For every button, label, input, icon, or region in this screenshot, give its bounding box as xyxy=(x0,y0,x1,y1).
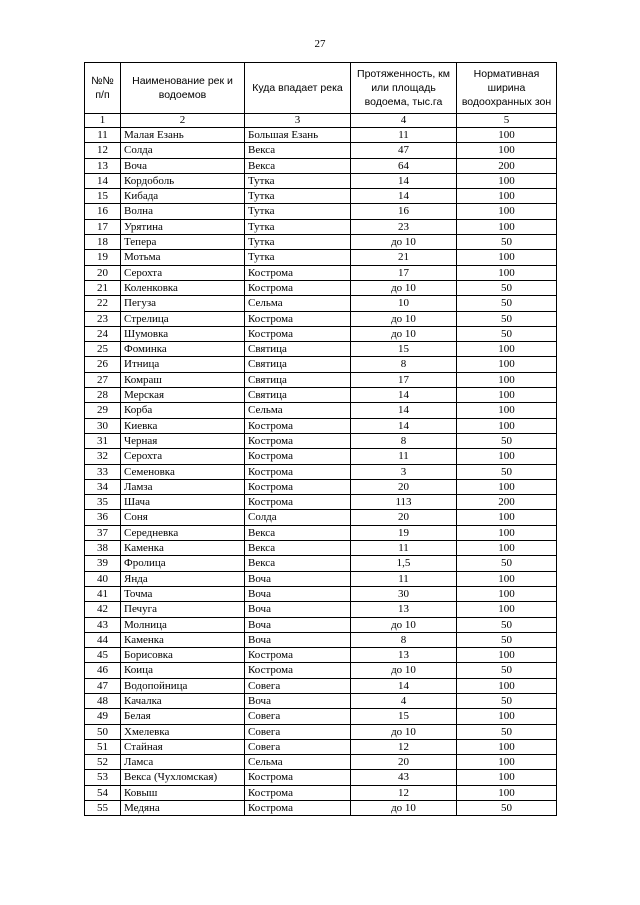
length-area: 8 xyxy=(351,632,457,647)
protection-width: 50 xyxy=(457,296,557,311)
protection-width: 100 xyxy=(457,189,557,204)
row-number: 44 xyxy=(85,632,121,647)
column-number: 1 xyxy=(85,114,121,128)
protection-width: 100 xyxy=(457,449,557,464)
river-name: Белая xyxy=(121,709,245,724)
flows-into: Кострома xyxy=(245,280,351,295)
flows-into: Кострома xyxy=(245,495,351,510)
flows-into: Святица xyxy=(245,372,351,387)
table-row xyxy=(85,250,557,265)
flows-into: Воча xyxy=(245,571,351,586)
river-name: Ламса xyxy=(121,755,245,770)
length-area: 12 xyxy=(351,785,457,800)
table-row xyxy=(85,785,557,800)
length-area: 15 xyxy=(351,709,457,724)
table-row xyxy=(85,510,557,525)
river-name: Молница xyxy=(121,617,245,632)
table-row xyxy=(85,525,557,540)
row-number: 50 xyxy=(85,724,121,739)
river-name: Комраш xyxy=(121,372,245,387)
river-name: Точма xyxy=(121,586,245,601)
protection-width: 50 xyxy=(457,433,557,448)
length-area: 17 xyxy=(351,372,457,387)
river-name: Векса (Чухломская) xyxy=(121,770,245,785)
length-area: до 10 xyxy=(351,311,457,326)
protection-width: 200 xyxy=(457,158,557,173)
row-number: 13 xyxy=(85,158,121,173)
river-name: Мотьма xyxy=(121,250,245,265)
table-row xyxy=(85,495,557,510)
flows-into: Кострома xyxy=(245,770,351,785)
row-number: 35 xyxy=(85,495,121,510)
river-name: Малая Езань xyxy=(121,128,245,143)
flows-into: Совега xyxy=(245,709,351,724)
river-name: Шача xyxy=(121,495,245,510)
length-area: 43 xyxy=(351,770,457,785)
river-name: Семеновка xyxy=(121,464,245,479)
table-row xyxy=(85,189,557,204)
protection-width: 100 xyxy=(457,342,557,357)
row-number: 42 xyxy=(85,602,121,617)
length-area: до 10 xyxy=(351,801,457,816)
header-name: Наименование рек и водоемов xyxy=(121,63,245,114)
row-number: 17 xyxy=(85,219,121,234)
flows-into: Святица xyxy=(245,357,351,372)
flows-into: Кострома xyxy=(245,449,351,464)
flows-into: Кострома xyxy=(245,479,351,494)
flows-into: Большая Езань xyxy=(245,128,351,143)
flows-into: Святица xyxy=(245,342,351,357)
table-row xyxy=(85,755,557,770)
river-name: Солда xyxy=(121,143,245,158)
length-area: 14 xyxy=(351,678,457,693)
protection-width: 100 xyxy=(457,173,557,188)
river-name: Киевка xyxy=(121,418,245,433)
river-name: Ковыш xyxy=(121,785,245,800)
flows-into: Векса xyxy=(245,541,351,556)
table-row xyxy=(85,479,557,494)
column-number: 5 xyxy=(457,114,557,128)
header-width: Нормативная ширина водоохранных зон xyxy=(457,63,557,114)
table-row xyxy=(85,311,557,326)
length-area: 14 xyxy=(351,388,457,403)
table-header xyxy=(85,63,557,114)
protection-width: 50 xyxy=(457,326,557,341)
table-row xyxy=(85,602,557,617)
row-number: 25 xyxy=(85,342,121,357)
table-row xyxy=(85,128,557,143)
flows-into: Кострома xyxy=(245,265,351,280)
protection-width: 100 xyxy=(457,586,557,601)
protection-width: 50 xyxy=(457,632,557,647)
length-area: 19 xyxy=(351,525,457,540)
flows-into: Кострома xyxy=(245,648,351,663)
length-area: 64 xyxy=(351,158,457,173)
table-row xyxy=(85,556,557,571)
row-number: 40 xyxy=(85,571,121,586)
length-area: до 10 xyxy=(351,326,457,341)
row-number: 34 xyxy=(85,479,121,494)
river-name: Шумовка xyxy=(121,326,245,341)
protection-width: 100 xyxy=(457,357,557,372)
protection-width: 100 xyxy=(457,128,557,143)
protection-width: 100 xyxy=(457,739,557,754)
table-row xyxy=(85,372,557,387)
protection-width: 100 xyxy=(457,372,557,387)
row-number: 24 xyxy=(85,326,121,341)
header-flows-into: Куда впадает река xyxy=(245,63,351,114)
river-name: Медяна xyxy=(121,801,245,816)
protection-width: 100 xyxy=(457,709,557,724)
protection-width: 100 xyxy=(457,648,557,663)
river-name: Тепера xyxy=(121,235,245,250)
row-number: 21 xyxy=(85,280,121,295)
length-area: 13 xyxy=(351,648,457,663)
river-name: Волна xyxy=(121,204,245,219)
flows-into: Кострома xyxy=(245,663,351,678)
flows-into: Тутка xyxy=(245,204,351,219)
length-area: 113 xyxy=(351,495,457,510)
row-number: 46 xyxy=(85,663,121,678)
length-area: до 10 xyxy=(351,280,457,295)
protection-width: 100 xyxy=(457,541,557,556)
table-row xyxy=(85,678,557,693)
flows-into: Воча xyxy=(245,632,351,647)
row-number: 29 xyxy=(85,403,121,418)
row-number: 38 xyxy=(85,541,121,556)
table-row xyxy=(85,403,557,418)
river-name: Урятина xyxy=(121,219,245,234)
table-row xyxy=(85,541,557,556)
flows-into: Векса xyxy=(245,143,351,158)
river-name: Янда xyxy=(121,571,245,586)
river-name: Итница xyxy=(121,357,245,372)
row-number: 18 xyxy=(85,235,121,250)
flows-into: Воча xyxy=(245,617,351,632)
length-area: 11 xyxy=(351,541,457,556)
table-row xyxy=(85,143,557,158)
length-area: 14 xyxy=(351,418,457,433)
flows-into: Совега xyxy=(245,724,351,739)
river-name: Печуга xyxy=(121,602,245,617)
table-row xyxy=(85,770,557,785)
row-number: 54 xyxy=(85,785,121,800)
length-area: 30 xyxy=(351,586,457,601)
table-row xyxy=(85,449,557,464)
flows-into: Воча xyxy=(245,602,351,617)
flows-into: Совега xyxy=(245,678,351,693)
river-name: Качалка xyxy=(121,693,245,708)
length-area: 20 xyxy=(351,479,457,494)
table-row xyxy=(85,265,557,280)
protection-width: 100 xyxy=(457,418,557,433)
protection-width: 100 xyxy=(457,250,557,265)
row-number: 22 xyxy=(85,296,121,311)
flows-into: Кострома xyxy=(245,801,351,816)
row-number: 32 xyxy=(85,449,121,464)
row-number: 37 xyxy=(85,525,121,540)
header-row xyxy=(85,63,557,114)
table-row xyxy=(85,296,557,311)
table-row xyxy=(85,724,557,739)
protection-width: 200 xyxy=(457,495,557,510)
table-row xyxy=(85,173,557,188)
length-area: 8 xyxy=(351,433,457,448)
length-area: 3 xyxy=(351,464,457,479)
table-row xyxy=(85,663,557,678)
flows-into: Кострома xyxy=(245,433,351,448)
rivers-table xyxy=(84,62,557,816)
protection-width: 100 xyxy=(457,755,557,770)
row-number: 47 xyxy=(85,678,121,693)
row-number: 53 xyxy=(85,770,121,785)
flows-into: Тутка xyxy=(245,173,351,188)
table-row xyxy=(85,342,557,357)
length-area: 23 xyxy=(351,219,457,234)
row-number: 30 xyxy=(85,418,121,433)
flows-into: Тутка xyxy=(245,235,351,250)
row-number: 31 xyxy=(85,433,121,448)
row-number: 11 xyxy=(85,128,121,143)
protection-width: 50 xyxy=(457,311,557,326)
table-row xyxy=(85,204,557,219)
flows-into: Воча xyxy=(245,586,351,601)
row-number: 48 xyxy=(85,693,121,708)
length-area: 20 xyxy=(351,510,457,525)
protection-width: 100 xyxy=(457,571,557,586)
table-row xyxy=(85,571,557,586)
row-number: 27 xyxy=(85,372,121,387)
table-row xyxy=(85,586,557,601)
length-area: 4 xyxy=(351,693,457,708)
protection-width: 50 xyxy=(457,556,557,571)
length-area: до 10 xyxy=(351,617,457,632)
river-name: Кордоболь xyxy=(121,173,245,188)
column-number: 2 xyxy=(121,114,245,128)
table-row xyxy=(85,617,557,632)
row-number: 26 xyxy=(85,357,121,372)
table-row xyxy=(85,464,557,479)
table-row xyxy=(85,648,557,663)
protection-width: 100 xyxy=(457,204,557,219)
protection-width: 50 xyxy=(457,724,557,739)
flows-into: Векса xyxy=(245,158,351,173)
river-name: Мерская xyxy=(121,388,245,403)
table-row xyxy=(85,693,557,708)
flows-into: Сельма xyxy=(245,755,351,770)
protection-width: 100 xyxy=(457,510,557,525)
length-area: 12 xyxy=(351,739,457,754)
flows-into: Солда xyxy=(245,510,351,525)
protection-width: 100 xyxy=(457,143,557,158)
row-number: 33 xyxy=(85,464,121,479)
flows-into: Святица xyxy=(245,388,351,403)
protection-width: 100 xyxy=(457,219,557,234)
protection-width: 50 xyxy=(457,617,557,632)
page-number: 27 xyxy=(314,38,326,50)
flows-into: Кострома xyxy=(245,311,351,326)
length-area: 20 xyxy=(351,755,457,770)
flows-into: Кострома xyxy=(245,464,351,479)
flows-into: Кострома xyxy=(245,326,351,341)
protection-width: 100 xyxy=(457,265,557,280)
table-body xyxy=(85,114,557,816)
row-number: 41 xyxy=(85,586,121,601)
river-name: Стрелица xyxy=(121,311,245,326)
protection-width: 100 xyxy=(457,602,557,617)
column-number: 3 xyxy=(245,114,351,128)
flows-into: Кострома xyxy=(245,418,351,433)
length-area: 14 xyxy=(351,403,457,418)
length-area: 47 xyxy=(351,143,457,158)
length-area: 13 xyxy=(351,602,457,617)
flows-into: Совега xyxy=(245,739,351,754)
length-area: 14 xyxy=(351,173,457,188)
table-row xyxy=(85,357,557,372)
row-number: 23 xyxy=(85,311,121,326)
protection-width: 100 xyxy=(457,678,557,693)
river-name: Корба xyxy=(121,403,245,418)
protection-width: 100 xyxy=(457,479,557,494)
table-row xyxy=(85,433,557,448)
table-row xyxy=(85,709,557,724)
length-area: 11 xyxy=(351,128,457,143)
river-name: Коленковка xyxy=(121,280,245,295)
protection-width: 50 xyxy=(457,663,557,678)
length-area: 8 xyxy=(351,357,457,372)
table-row xyxy=(85,280,557,295)
river-name: Коица xyxy=(121,663,245,678)
flows-into: Сельма xyxy=(245,296,351,311)
row-number: 43 xyxy=(85,617,121,632)
table-row xyxy=(85,801,557,816)
river-name: Фоминка xyxy=(121,342,245,357)
protection-width: 50 xyxy=(457,693,557,708)
length-area: до 10 xyxy=(351,724,457,739)
length-area: 1,5 xyxy=(351,556,457,571)
length-area: 11 xyxy=(351,571,457,586)
river-name: Ламза xyxy=(121,479,245,494)
protection-width: 50 xyxy=(457,280,557,295)
table-row xyxy=(85,388,557,403)
table-row xyxy=(85,158,557,173)
protection-width: 50 xyxy=(457,801,557,816)
column-number-row xyxy=(85,114,557,128)
river-name: Середневка xyxy=(121,525,245,540)
flows-into: Сельма xyxy=(245,403,351,418)
row-number: 12 xyxy=(85,143,121,158)
column-number: 4 xyxy=(351,114,457,128)
row-number: 20 xyxy=(85,265,121,280)
flows-into: Воча xyxy=(245,693,351,708)
row-number: 55 xyxy=(85,801,121,816)
length-area: 16 xyxy=(351,204,457,219)
table-row xyxy=(85,219,557,234)
river-name: Соня xyxy=(121,510,245,525)
row-number: 16 xyxy=(85,204,121,219)
protection-width: 50 xyxy=(457,464,557,479)
row-number: 39 xyxy=(85,556,121,571)
row-number: 19 xyxy=(85,250,121,265)
table-row xyxy=(85,739,557,754)
river-name: Серохта xyxy=(121,265,245,280)
row-number: 36 xyxy=(85,510,121,525)
table-row xyxy=(85,326,557,341)
length-area: до 10 xyxy=(351,663,457,678)
table-row xyxy=(85,632,557,647)
length-area: 14 xyxy=(351,189,457,204)
row-number: 45 xyxy=(85,648,121,663)
header-length: Протяженность, км или площадь водоема, тыс.га xyxy=(351,63,457,114)
length-area: 21 xyxy=(351,250,457,265)
protection-width: 100 xyxy=(457,770,557,785)
flows-into: Кострома xyxy=(245,785,351,800)
flows-into: Тутка xyxy=(245,250,351,265)
length-area: 11 xyxy=(351,449,457,464)
length-area: 15 xyxy=(351,342,457,357)
flows-into: Тутка xyxy=(245,219,351,234)
row-number: 14 xyxy=(85,173,121,188)
length-area: до 10 xyxy=(351,235,457,250)
flows-into: Векса xyxy=(245,525,351,540)
river-name: Борисовка xyxy=(121,648,245,663)
table-row xyxy=(85,235,557,250)
river-name: Каменка xyxy=(121,632,245,647)
protection-width: 100 xyxy=(457,785,557,800)
row-number: 52 xyxy=(85,755,121,770)
protection-width: 100 xyxy=(457,403,557,418)
row-number: 15 xyxy=(85,189,121,204)
river-name: Воча xyxy=(121,158,245,173)
river-name: Хмелевка xyxy=(121,724,245,739)
river-name: Водопойница xyxy=(121,678,245,693)
length-area: 10 xyxy=(351,296,457,311)
protection-width: 100 xyxy=(457,388,557,403)
river-name: Фролица xyxy=(121,556,245,571)
river-name: Стайная xyxy=(121,739,245,754)
header-number: №№ п/п xyxy=(85,63,121,114)
row-number: 49 xyxy=(85,709,121,724)
protection-width: 100 xyxy=(457,525,557,540)
table-row xyxy=(85,418,557,433)
row-number: 51 xyxy=(85,739,121,754)
length-area: 17 xyxy=(351,265,457,280)
river-name: Кибада xyxy=(121,189,245,204)
river-name: Пегуза xyxy=(121,296,245,311)
river-name: Каменка xyxy=(121,541,245,556)
river-name: Серохта xyxy=(121,449,245,464)
river-name: Черная xyxy=(121,433,245,448)
protection-width: 50 xyxy=(457,235,557,250)
flows-into: Векса xyxy=(245,556,351,571)
flows-into: Тутка xyxy=(245,189,351,204)
row-number: 28 xyxy=(85,388,121,403)
